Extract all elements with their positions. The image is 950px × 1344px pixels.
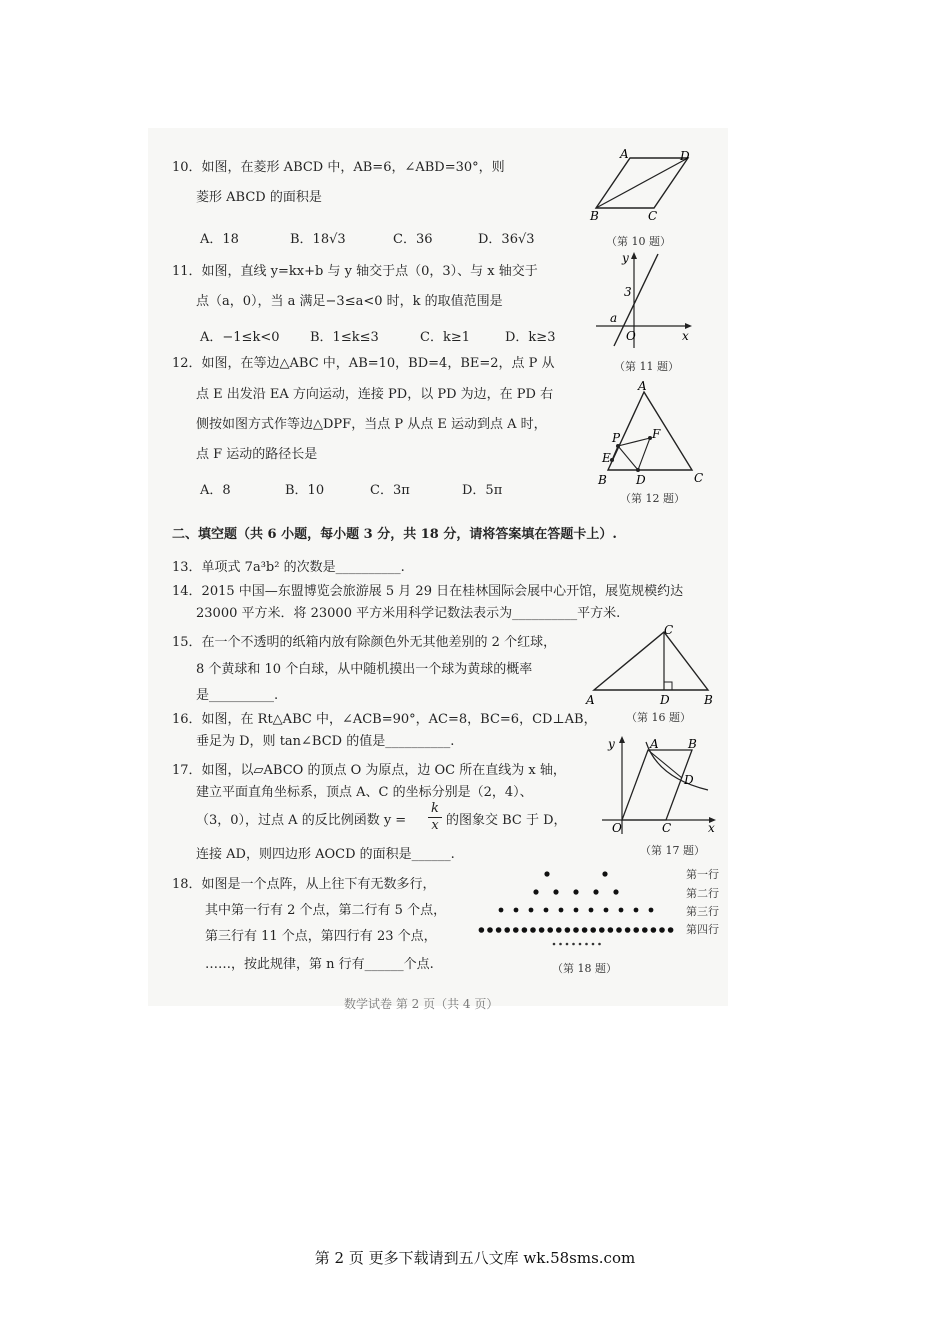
q10-line2: 菱形 ABCD 的面积是: [196, 190, 322, 205]
q11-label-x: x: [682, 329, 689, 343]
q16-line2: 垂足为 D，则 tan∠BCD 的值是__________.: [196, 734, 455, 749]
q17-line2: 建立平面直角坐标系，顶点 A、C 的坐标分别是（2，4）、: [196, 785, 533, 800]
q18-dot-row3: [544, 908, 549, 913]
q17-coordinate-figure: [598, 732, 722, 836]
q18-dot-row3: [589, 908, 594, 913]
q18-continuation-dot: [598, 943, 601, 946]
q16-label-a: A: [586, 693, 595, 707]
q18-dot-row4: [642, 927, 648, 933]
q12-option-a: A．8: [200, 483, 231, 498]
q12-line4: 点 F 运动的路径长是: [196, 447, 318, 462]
q18-dot-row4: [590, 927, 596, 933]
q17-caption: （第 17 题）: [640, 844, 705, 857]
q16-label-b: B: [704, 693, 713, 707]
q11-label-3: 3: [624, 285, 632, 299]
q11-label-a: a: [610, 311, 618, 325]
q18-continuation-dot: [572, 943, 575, 946]
q18-dot-row3: [634, 908, 639, 913]
q17-label-x: x: [708, 821, 715, 835]
q11-line-graph-figure: [592, 250, 702, 350]
q10-label-c: C: [648, 209, 658, 223]
q17-label-b: B: [688, 737, 697, 751]
q18-dot-row3: [649, 908, 654, 913]
q18-dot-row2: [613, 889, 618, 894]
q18-dot-row4: [479, 927, 485, 933]
q18-dot-row4: [565, 927, 571, 933]
q12-line2: 点 E 出发沿 EA 方向运动，连接 PD，以 PD 为边，在 PD 右: [196, 387, 554, 402]
q18-dot-row3: [499, 908, 504, 913]
scan-page-number: 数学试卷 第 2 页（共 4 页）: [344, 997, 499, 1011]
q10-caption: （第 10 题）: [606, 235, 671, 248]
q18-dot-array-figure: [472, 862, 682, 950]
q18-continuation-dot: [592, 943, 595, 946]
q18-row-label-1: 第一行: [686, 868, 719, 881]
q12-label-a: A: [638, 380, 647, 393]
q17-label-o: O: [612, 821, 622, 835]
q17-line1: 17．如图，以▱ABCO 的顶点 O 为原点，边 OC 所在直线为 x 轴，: [172, 763, 566, 778]
q12-option-b: B．10: [285, 483, 325, 498]
q12-caption: （第 12 题）: [620, 492, 685, 505]
q17-line3-end: 的图象交 BC 于 D，: [446, 813, 567, 828]
q12-label-f: F: [652, 427, 661, 441]
q10-option-c: C．36: [393, 232, 433, 247]
q13-text: 13．单项式 7a³b² 的次数是__________.: [172, 560, 405, 575]
q18-dot-row4: [599, 927, 605, 933]
q11-line2: 点（a，0），当 a 满足−3≤a<0 时，k 的取值范围是: [196, 294, 503, 309]
q18-continuation-dot: [553, 943, 556, 946]
q15-line2: 8 个黄球和 10 个白球，从中随机摸出一个球为黄球的概率: [196, 662, 533, 677]
q18-line3: 第三行有 11 个点，第四行有 23 个点，: [205, 929, 437, 944]
q18-dot-row3: [529, 908, 534, 913]
q11-label-o: O: [626, 329, 636, 343]
q10-label-d: D: [680, 149, 690, 163]
q12-label-p: P: [612, 431, 621, 445]
q12-label-b: B: [598, 473, 607, 487]
q18-continuation-dot: [579, 943, 582, 946]
q10-option-a: A．18: [200, 232, 239, 247]
q18-line2: 其中第一行有 2 个点，第二行有 5 个点，: [205, 903, 447, 918]
q18-dot-row3: [559, 908, 564, 913]
q18-dot-row4: [522, 927, 528, 933]
q11-line1: 11．如图，直线 y=kx+b 与 y 轴交于点（0，3）、与 x 轴交于: [172, 264, 538, 279]
q12-option-c: C．3π: [370, 483, 410, 498]
q17-label-d: D: [684, 773, 694, 787]
q18-dot-row4: [547, 927, 553, 933]
q18-dot-row2: [573, 889, 578, 894]
q12-label-e: E: [602, 451, 611, 465]
q11-option-d: D．k≥3: [505, 330, 556, 345]
q10-label-a: A: [620, 148, 629, 161]
q18-dot-row4: [573, 927, 579, 933]
section2-heading: 二、填空题（共 6 小题，每小题 3 分，共 18 分，请将答案填在答题卡上）.: [172, 527, 617, 542]
q18-dot-row4: [625, 927, 631, 933]
q14-line1: 14．2015 中国—东盟博览会旅游展 5 月 29 日在桂林国际会展中心开馆，展览规模约达: [172, 584, 684, 599]
q11-label-y: y: [622, 251, 629, 265]
q11-option-c: C．k≥1: [420, 330, 470, 345]
q18-dot-row3: [619, 908, 624, 913]
q18-row-label-2: 第二行: [686, 887, 719, 900]
q17-label-y: y: [608, 737, 615, 751]
q18-dot-row4: [556, 927, 562, 933]
q18-dot-row2: [533, 889, 538, 894]
q18-dot-row3: [604, 908, 609, 913]
q15-line1: 15．在一个不透明的纸箱内放有除颜色外无其他差别的 2 个红球，: [172, 635, 557, 650]
q18-dot-row2: [553, 889, 558, 894]
q17-line4: 连接 AD，则四边形 AOCD 的面积是______.: [196, 847, 455, 862]
q10-line1: 10．如图，在菱形 ABCD 中，AB=6，∠ABD=30°，则: [172, 160, 505, 175]
q11-caption: （第 11 题）: [614, 360, 679, 373]
q18-dot-row1: [544, 871, 549, 876]
q15-line3: 是__________.: [196, 688, 279, 703]
q18-dot-row4: [487, 927, 493, 933]
q10-rhombus-figure: [588, 148, 698, 228]
q12-triangle-figure: [594, 380, 714, 490]
q11-option-b: B．1≤k≤3: [310, 330, 379, 345]
q18-dot-row4: [539, 927, 545, 933]
q18-dot-row4: [530, 927, 536, 933]
q18-dot-row3: [514, 908, 519, 913]
q18-dot-row4: [504, 927, 510, 933]
q10-option-b: B．18√3: [290, 232, 346, 247]
q17-fraction-denominator: x: [431, 818, 439, 833]
q18-line1: 18．如图是一个点阵，从上往下有无数多行，: [172, 877, 436, 892]
q12-line1: 12．如图，在等边△ABC 中，AB=10，BD=4，BE=2，点 P 从: [172, 356, 555, 371]
q18-continuation-dot: [559, 943, 562, 946]
q12-label-d: D: [636, 473, 646, 487]
q16-label-c: C: [664, 624, 674, 637]
q18-dot-row4: [668, 927, 674, 933]
q18-dot-row4: [513, 927, 519, 933]
q12-option-d: D．5π: [462, 483, 503, 498]
q18-dot-row4: [651, 927, 657, 933]
q17-line3-start: （3，0），过点 A 的反比例函数 y =: [196, 813, 407, 828]
q18-dot-row4: [608, 927, 614, 933]
q18-row-label-4: 第四行: [686, 923, 719, 936]
q17-fraction-numerator: k: [428, 801, 442, 818]
q18-caption: （第 18 题）: [552, 962, 617, 975]
q17-label-a: A: [650, 737, 659, 751]
q17-fraction: [428, 801, 442, 834]
q12-label-c: C: [694, 471, 704, 485]
q16-label-d: D: [660, 693, 670, 707]
q18-row-label-3: 第三行: [686, 905, 719, 918]
q16-right-triangle-figure: [584, 624, 720, 708]
q18-dot-row4: [582, 927, 588, 933]
q18-dot-row4: [659, 927, 665, 933]
q18-dot-row4: [496, 927, 502, 933]
q16-line1: 16．如图，在 Rt△ABC 中，∠ACB=90°，AC=8，BC=6，CD⊥AB，: [172, 712, 597, 727]
q18-dot-row1: [602, 871, 607, 876]
q17-label-c: C: [662, 821, 672, 835]
q18-dot-row4: [633, 927, 639, 933]
q11-option-a: A．−1≤k<0: [200, 330, 280, 345]
q10-label-b: B: [590, 209, 599, 223]
q18-dot-row2: [593, 889, 598, 894]
q18-continuation-dot: [566, 943, 569, 946]
q10-option-d: D．36√3: [478, 232, 535, 247]
q14-line2: 23000 平方米．将 23000 平方米用科学记数法表示为__________平方米.: [196, 606, 621, 621]
q18-continuation-dot: [585, 943, 588, 946]
q18-dot-row4: [616, 927, 622, 933]
download-footer: 第 2 页 更多下载请到五八文库 wk.58sms.com: [314, 1249, 636, 1267]
q16-caption: （第 16 题）: [626, 711, 691, 724]
q18-line4: ……，按此规律，第 n 行有______个点.: [205, 957, 434, 972]
q18-dot-row3: [574, 908, 579, 913]
q12-line3: 侧按如图方式作等边△DPF，当点 P 从点 E 运动到点 A 时，: [196, 417, 547, 432]
